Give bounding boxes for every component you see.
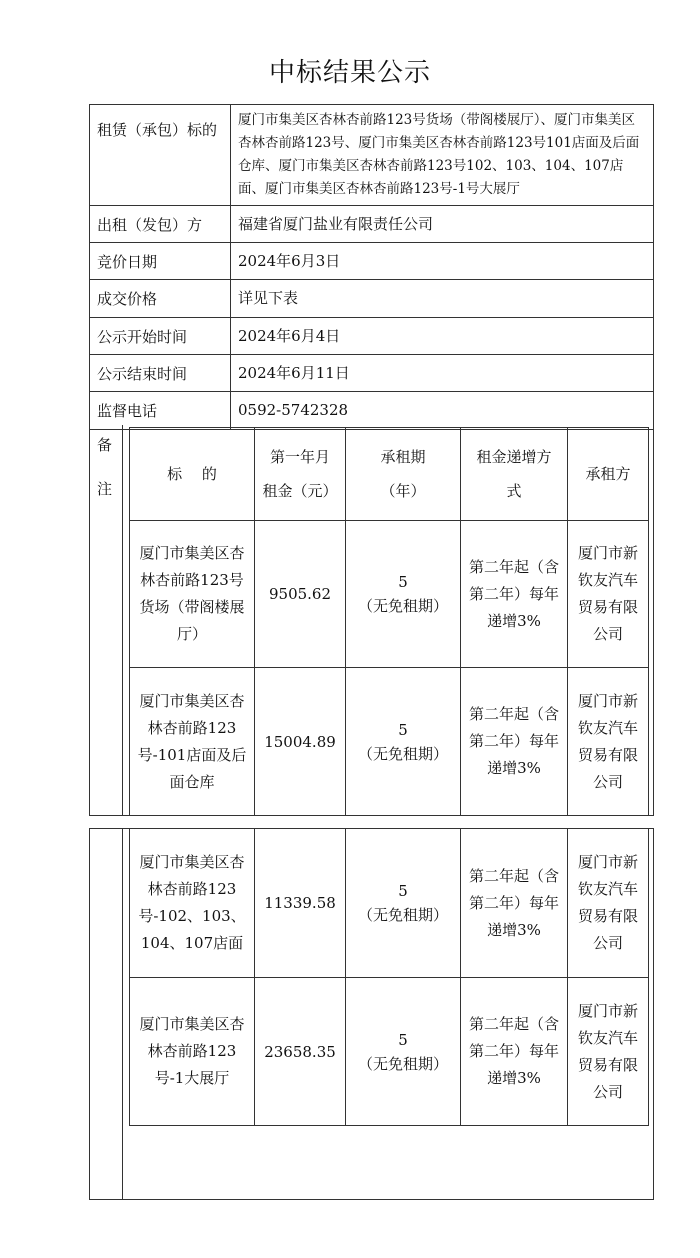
row-increase: 第二年起（含第二年）每年递增3% (461, 829, 568, 978)
row-rent: 11339.58 (255, 829, 346, 978)
table-row (130, 668, 649, 816)
bid-date-value: 2024年6月3日 (231, 243, 654, 280)
table-row (130, 978, 649, 1126)
row-tenant: 厦门市新钦友汽车贸易有限公司 (568, 978, 649, 1126)
page-title: 中标结果公示 (268, 58, 431, 88)
phone-label: 监督电话 (90, 392, 231, 430)
row-rent: 23658.35 (255, 978, 346, 1126)
rent-table-part-1 (129, 427, 649, 816)
row-tenant: 厦门市新钦友汽车贸易有限公司 (568, 829, 649, 978)
subject-label: 租赁（承包）标的 (90, 105, 231, 206)
price-label: 成交价格 (90, 280, 231, 318)
info-row-price (90, 280, 654, 318)
phone-value: 0592-5742328 (231, 392, 654, 430)
row-term: 5 （无免租期） (346, 978, 461, 1126)
remarks-divider-bottom (89, 828, 123, 1200)
table-row (130, 829, 649, 978)
lessor-label: 出租（发包）方 (90, 206, 231, 243)
rent-header-row (130, 428, 649, 521)
row-subject: 厦门市集美区杏林杏前路123号货场（带阁楼展厅） (130, 521, 255, 668)
row-subject: 厦门市集美区杏林杏前路123号-1大展厅 (130, 978, 255, 1126)
row-term: 5 （无免租期） (346, 829, 461, 978)
info-row-phone (90, 392, 654, 430)
row-rent: 9505.62 (255, 521, 346, 668)
header-rent: 第一年月 租金（元） (255, 428, 346, 521)
row-increase: 第二年起（含第二年）每年递增3% (461, 668, 568, 816)
row-rent: 15004.89 (255, 668, 346, 816)
info-row-lessor (90, 206, 654, 243)
row-subject: 厦门市集美区杏林杏前路123号-102、103、104、107店面 (130, 829, 255, 978)
info-row-subject (90, 105, 654, 206)
price-value: 详见下表 (231, 280, 654, 318)
header-increase: 租金递增方 式 (461, 428, 568, 521)
subject-value: 厦门市集美区杏林杏前路123号货场（带阁楼展厅）、厦门市集美区杏林杏前路123号、厦门市集美区杏林杏前路123号101店面及后面仓库、厦门市集美区杏林杏前路123号102、103、104、107店面、厦门市集美区杏林杏前路123号-1号大展厅 (231, 105, 654, 206)
row-subject: 厦门市集美区杏林杏前路123号-101店面及后面仓库 (130, 668, 255, 816)
row-tenant: 厦门市新钦友汽车贸易有限公司 (568, 521, 649, 668)
table-row (130, 521, 649, 668)
start-value: 2024年6月4日 (231, 318, 654, 355)
header-subject: 标 的 (130, 428, 255, 521)
end-label: 公示结束时间 (90, 355, 231, 392)
bid-date-label: 竞价日期 (90, 243, 231, 280)
info-table (89, 104, 654, 430)
row-term: 5 （无免租期） (346, 521, 461, 668)
info-row-start (90, 318, 654, 355)
info-row-end (90, 355, 654, 392)
row-increase: 第二年起（含第二年）每年递增3% (461, 978, 568, 1126)
row-tenant: 厦门市新钦友汽车贸易有限公司 (568, 668, 649, 816)
row-increase: 第二年起（含第二年）每年递增3% (461, 521, 568, 668)
info-row-bid-date (90, 243, 654, 280)
rent-table-part-2 (129, 828, 649, 1126)
header-term: 承租期 （年） (346, 428, 461, 521)
end-value: 2024年6月11日 (231, 355, 654, 392)
header-tenant: 承租方 (568, 428, 649, 521)
lessor-value: 福建省厦门盐业有限责任公司 (231, 206, 654, 243)
remarks-label: 备 注 (97, 436, 113, 498)
row-term: 5 （无免租期） (346, 668, 461, 816)
start-label: 公示开始时间 (90, 318, 231, 355)
